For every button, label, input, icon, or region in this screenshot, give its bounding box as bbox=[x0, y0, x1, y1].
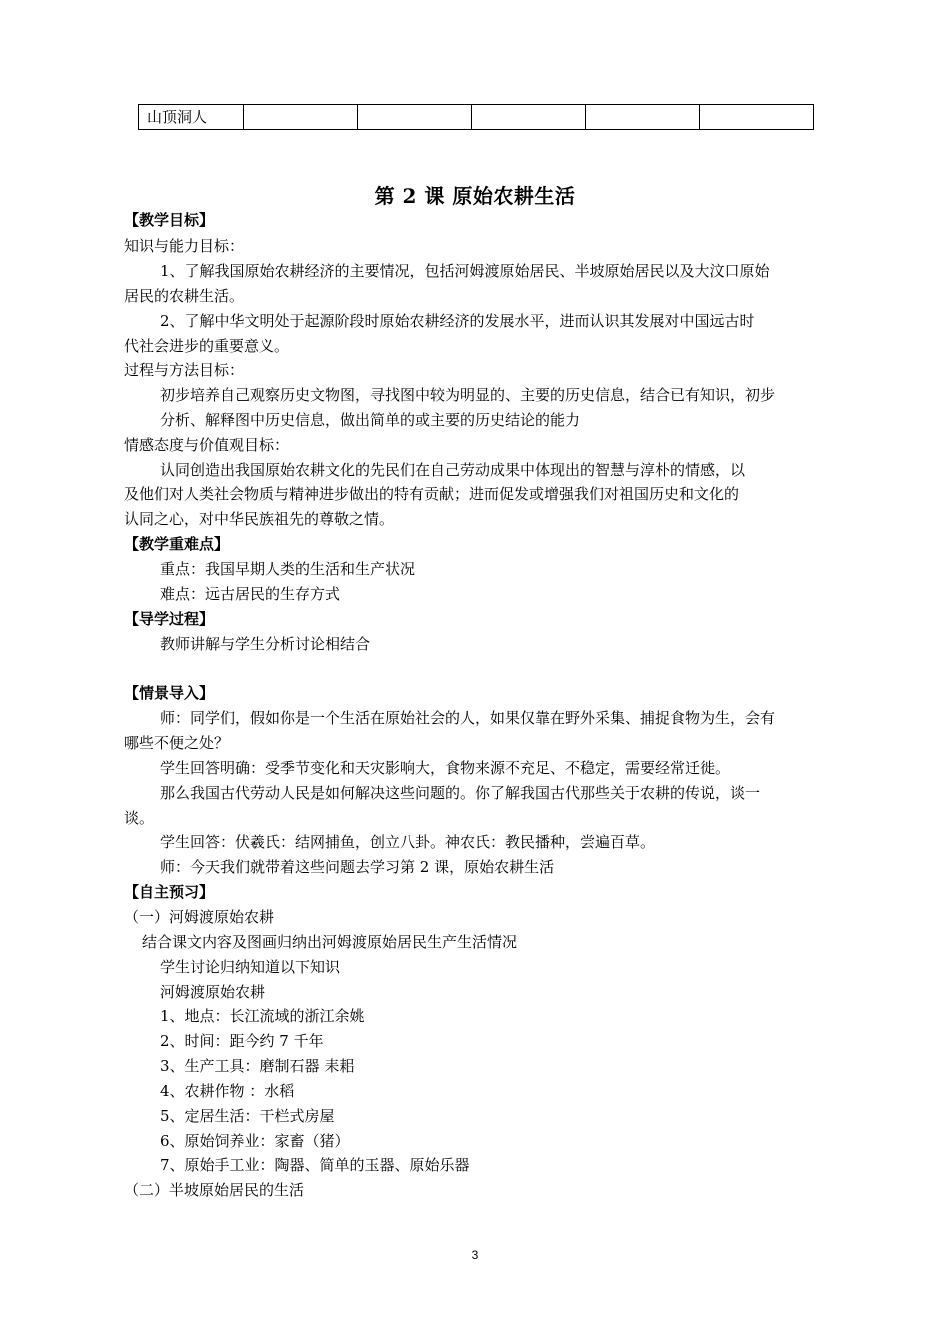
paragraph-line: 学生回答明确：受季节变化和天灾影响大，食物来源不充足、不稳定，需要经常迁徙。 bbox=[160, 759, 731, 777]
paragraph-line: 师：同学们，假如你是一个生活在原始社会的人，如果仅靠在野外采集、捕捉食物为生，会有 bbox=[160, 709, 776, 727]
paragraph-line: 师：今天我们就带着这些问题去学习第 2 课，原始农耕生活 bbox=[160, 858, 555, 876]
table-cell-label: 山顶洞人 bbox=[139, 105, 244, 130]
paragraph-line: 居民的农耕生活。 bbox=[124, 287, 245, 305]
table-cell bbox=[244, 105, 358, 130]
section-heading-teaching-goals: 【教学目标】 bbox=[124, 211, 215, 229]
section-heading-intro: 【情景导入】 bbox=[124, 684, 215, 702]
subsection-heading: （二）半坡原始居民的生活 bbox=[124, 1181, 305, 1199]
paragraph-line: 难点：远古居民的生存方式 bbox=[160, 585, 341, 603]
section-heading-key-points: 【教学重难点】 bbox=[124, 535, 230, 553]
subsection-heading: （一）河姆渡原始农耕 bbox=[124, 908, 275, 926]
list-item: 1、地点：长江流域的浙江余姚 bbox=[160, 1007, 365, 1025]
table-cell bbox=[586, 105, 700, 130]
table-row bbox=[139, 105, 814, 130]
paragraph-line: 重点：我国早期人类的生活和生产状况 bbox=[160, 560, 416, 578]
section-heading-preview: 【自主预习】 bbox=[124, 883, 215, 901]
paragraph-line: 谈。 bbox=[124, 809, 155, 827]
paragraph-line: 学生回答：伏羲氏：结网捕鱼，创立八卦。神农氏：教民播种，尝遍百草。 bbox=[160, 833, 656, 851]
list-item: 3、生产工具：磨制石器 耒耜 bbox=[160, 1057, 355, 1075]
list-item: 4、农耕作物 ：水稻 bbox=[160, 1082, 295, 1100]
paragraph-line: 河姆渡原始农耕 bbox=[160, 983, 266, 1001]
paragraph-line: 学生讨论归纳知道以下知识 bbox=[160, 958, 341, 976]
section-heading-guided-process: 【导学过程】 bbox=[124, 610, 215, 628]
paragraph-line: 教师讲解与学生分析讨论相结合 bbox=[160, 635, 371, 653]
table-cell bbox=[358, 105, 472, 130]
table-cell bbox=[472, 105, 586, 130]
lesson-title: 第 2 课 原始农耕生活 bbox=[374, 184, 576, 208]
list-item: 2、时间：距今约 7 千年 bbox=[160, 1032, 324, 1050]
paragraph-line: 哪些不便之处？ bbox=[124, 734, 230, 752]
paragraph-line: 代社会进步的重要意义。 bbox=[124, 337, 290, 355]
paragraph-line: 结合课文内容及图画归纳出河姆渡原始居民生产生活情况 bbox=[142, 933, 518, 951]
list-item: 7、原始手工业：陶器、简单的玉器、原始乐器 bbox=[160, 1156, 470, 1174]
paragraph-line: 及他们对人类社会物质与精神进步做出的特有贡献；进而促发或增强我们对祖国历史和文化的 bbox=[124, 485, 740, 503]
paragraph-line: 认同之心，对中华民族祖先的尊敬之情。 bbox=[124, 510, 395, 528]
paragraph-line: 初步培养自己观察历史文物图，寻找图中较为明显的、主要的历史信息，结合已有知识，初步 bbox=[160, 386, 776, 404]
comparison-table-fragment bbox=[138, 104, 814, 130]
list-item: 5、定居生活：干栏式房屋 bbox=[160, 1107, 335, 1125]
table-cell bbox=[700, 105, 814, 130]
subheading-knowledge: 知识与能力目标： bbox=[124, 237, 245, 255]
paragraph-line: 分析、解释图中历史信息，做出简单的或主要的历史结论的能力 bbox=[160, 411, 581, 429]
page-number: 3 bbox=[471, 1248, 479, 1262]
paragraph-line: 2、了解中华文明处于起源阶段时原始农耕经济的发展水平，进而认识其发展对中国远古时 bbox=[160, 312, 755, 330]
paragraph-line: 认同创造出我国原始农耕文化的先民们在自己劳动成果中体现出的智慧与淳朴的情感，以 bbox=[160, 461, 746, 479]
subheading-process: 过程与方法目标： bbox=[124, 361, 245, 379]
paragraph-line: 1、了解我国原始农耕经济的主要情况，包括河姆渡原始居民、半坡原始居民以及大汶口原始 bbox=[160, 262, 770, 280]
list-item: 6、原始饲养业：家畜（猪） bbox=[160, 1132, 350, 1150]
paragraph-line: 那么我国古代劳动人民是如何解决这些问题的。你了解我国古代那些关于农耕的传说，谈一 bbox=[160, 784, 761, 802]
subheading-emotion: 情感态度与价值观目标： bbox=[124, 436, 290, 454]
